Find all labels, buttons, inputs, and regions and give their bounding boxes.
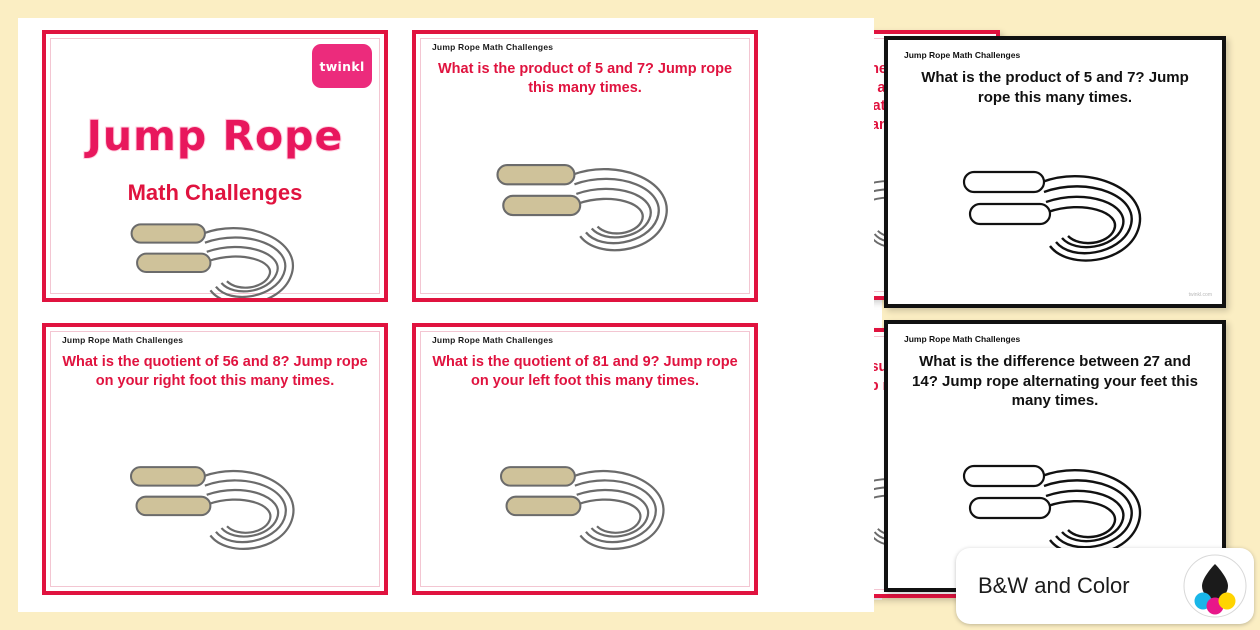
twinkl-logo-text: twinkl (319, 58, 365, 74)
color-card-question: What is the quotient of 56 and 8? Jump rope on your right foot this many times. (62, 354, 368, 389)
ink-drop-icon (1182, 553, 1248, 619)
jump-rope-icon (480, 445, 690, 570)
jump-rope-icon (110, 206, 320, 302)
bw-card-question: What is the product of 5 and 7? Jump rope this many times. (921, 69, 1189, 106)
color-card-quotient-81-9[interactable] (412, 323, 758, 595)
color-card-partial-top-question: the many (857, 61, 896, 133)
color-card-quotient-56-8[interactable] (42, 323, 388, 595)
color-card-product-5-7[interactable] (412, 30, 758, 302)
bw-card-question: What is the difference between 27 and 14? Jump rope alternating your feet this many times. (912, 353, 1198, 409)
bw-card-kicker: Jump Rope Math Challenges (904, 334, 1021, 344)
color-card-kicker: Jump Rope Math Challenges (432, 42, 554, 52)
twinkl-logo (312, 44, 372, 88)
color-card-kicker: Jump Rope Math Challenges (432, 335, 554, 345)
jump-rope-icon (948, 148, 1163, 283)
color-card-kicker: Jump Rope Math Challenges (62, 335, 184, 345)
jump-rope-icon (110, 445, 320, 570)
bw-card-kicker: Jump Rope Math Challenges (904, 50, 1021, 60)
bw-card-product-5-7[interactable] (884, 36, 1226, 308)
page-title: Jump Rope (86, 112, 344, 160)
bw-and-color-badge-label: B&W and Color (978, 573, 1130, 598)
cover-card[interactable] (42, 30, 388, 302)
bw-card-footer: twinkl.com (1188, 292, 1212, 298)
color-card-question: What is the quotient of 81 and 9? Jump rope on your left foot this many times. (432, 354, 738, 389)
color-card-question: What is the product of 5 and 7? Jump rope this many times. (437, 61, 733, 96)
color-worksheet-sheet (18, 18, 874, 612)
bw-and-color-badge (956, 548, 1254, 624)
page-subtitle: Math Challenges (127, 180, 303, 205)
jump-rope-icon (480, 142, 690, 272)
